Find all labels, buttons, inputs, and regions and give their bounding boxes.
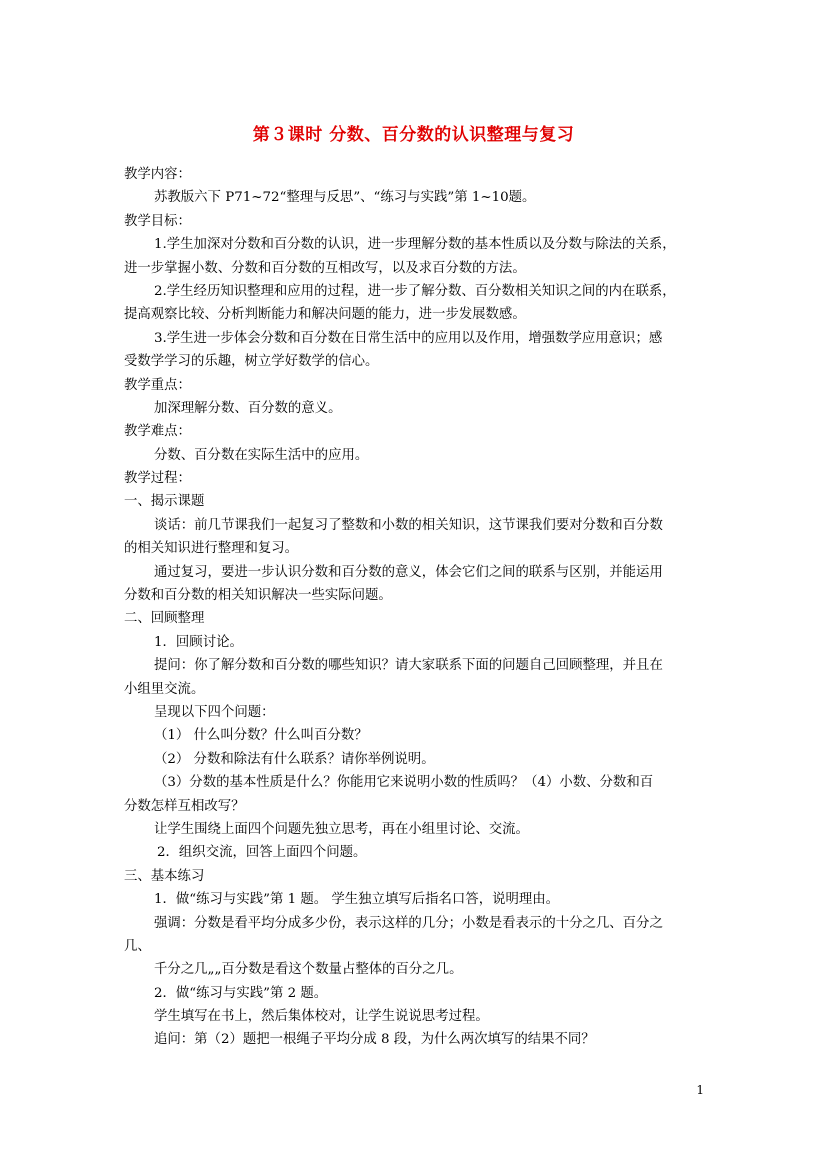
text-line: （1） 什么叫分数？什么叫百分数？: [154, 728, 368, 744]
text-line: 加深理解分数、百分数的意义。: [154, 400, 342, 416]
text-line: 小组里交流。: [124, 681, 205, 697]
text-line: 1.学生加深对分数和百分数的认识，进一步理解分数的基本性质以及分数与除法的关系，: [154, 237, 676, 253]
text-line: 谈话：前几节课我们一起复习了整数和小数的相关知识，这节课我们要对分数和百分数: [154, 517, 663, 533]
text-line: 教学重点：: [124, 377, 191, 393]
text-line: 通过复习，要进一步认识分数和百分数的意义，体会它们之间的联系与区别，并能运用: [154, 564, 663, 580]
text-line: 进一步掌握小数、分数和百分数的互相改写，以及求百分数的方法。: [124, 260, 526, 276]
text-line: 2．组织交流，回答上面四个问题。: [157, 845, 367, 861]
text-line: 苏教版六下 P71~72“整理与反思”、“练习与实践”第 1~10题。: [154, 190, 536, 206]
text-line: 1．回顾讨论。: [154, 634, 243, 650]
text-line: 呈现以下四个问题：: [154, 704, 275, 720]
text-line: 提问：你了解分数和百分数的哪些知识？请大家联系下面的问题自己回顾整理，并且在: [154, 658, 663, 674]
text-line: （2） 分数和除法有什么联系？请你举例说明。: [154, 751, 435, 767]
text-line: 教学目标：: [124, 213, 191, 229]
text-line: 教学难点：: [124, 424, 191, 440]
text-line: 让学生围绕上面四个问题先独立思考，再在小组里讨论、交流。: [154, 821, 529, 837]
text-line: 受数学学习的乐趣，树立学好数学的信心。: [124, 354, 379, 370]
text-line: 一、揭示课题: [124, 494, 205, 510]
text-line: （3）分数的基本性质是什么？你能用它来说明小数的性质吗？（4）小数、分数和百: [154, 775, 654, 791]
text-line: 追问：第（2）题把一根绳子平均分成 8 段，为什么两次填写的结果不同？: [154, 1032, 595, 1048]
document-body: [124, 163, 704, 1052]
text-line: 2．做“练习与实践”第 2 题。: [154, 985, 328, 1001]
text-line: 教学内容：: [124, 167, 191, 182]
text-line: 2.学生经历知识整理和应用的过程，进一步了解分数、百分数相关知识之间的内在联系，: [154, 283, 676, 299]
text-line: 提高观察比较、分析判断能力和解决问题的能力，进一步发展数感。: [124, 307, 526, 323]
text-line: 千分之几„„百分数是看这个数量占整体的百分之几。: [154, 962, 463, 978]
text-line: 的相关知识进行整理和复习。: [124, 541, 299, 557]
text-line: 三、基本练习: [124, 868, 205, 884]
text-line: 强调：分数是看平均分成多少份，表示这样的几分；小数是看表示的十分之几、百分之: [154, 915, 663, 931]
page-number: 1: [696, 1083, 704, 1097]
text-line: 二、回顾整理: [124, 611, 205, 627]
text-line: 几、: [124, 938, 151, 954]
text-line: 分数、百分数在实际生活中的应用。: [154, 447, 369, 463]
text-line: 分数和百分数的相关知识解决一些实际问题。: [124, 588, 392, 604]
text-line: 分数怎样互相改写？: [124, 798, 245, 814]
text-line: 学生填写在书上，然后集体校对，让学生说说思考过程。: [154, 1009, 489, 1025]
text-line: 1．做“练习与实践”第 1 题。 学生独立填写后指名口答，说明理由。: [154, 892, 560, 908]
text-line: 教学过程：: [124, 471, 191, 487]
document-title: 第３课时 分数、百分数的认识整理与复习: [252, 125, 575, 145]
text-line: 3.学生进一步体会分数和百分数在日常生活中的应用以及作用，增强数学应用意识；感: [154, 330, 663, 346]
